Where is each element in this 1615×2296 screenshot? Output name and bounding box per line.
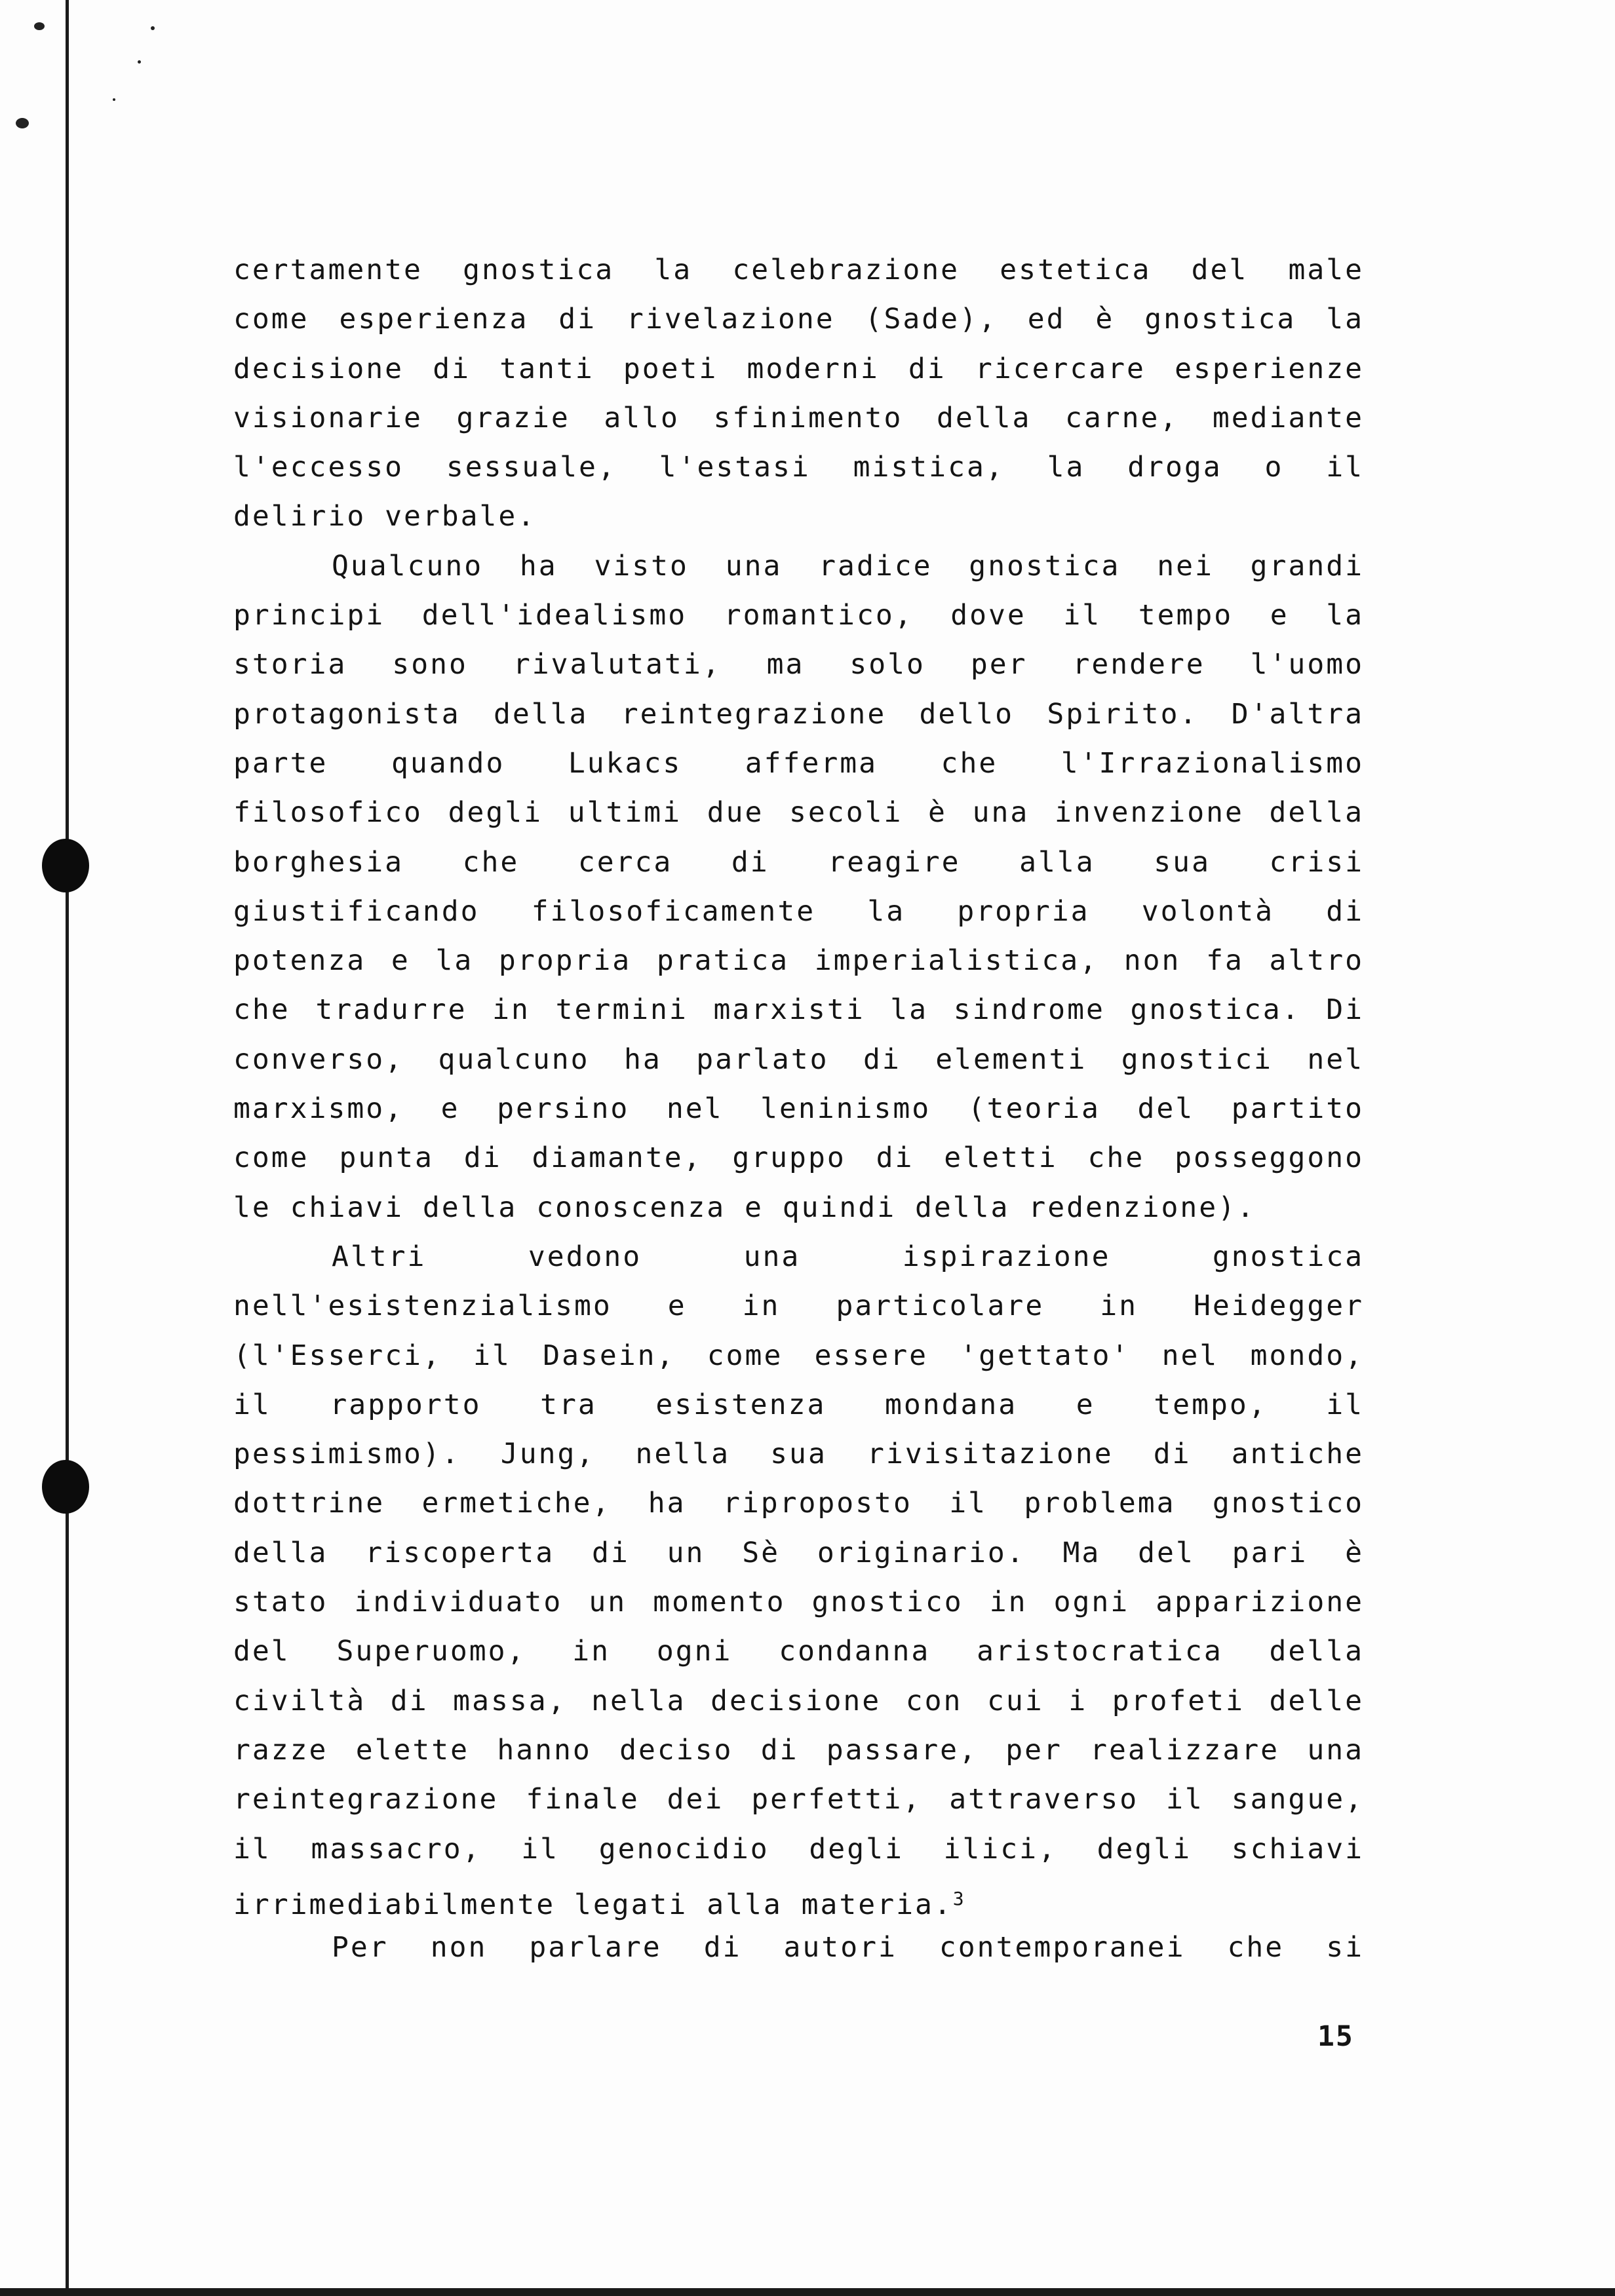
text-line: protagonista della reintegrazione dello Spirito. D'altra bbox=[233, 697, 1364, 731]
text-line: potenza e la propria pratica imperialistica, non fa altro bbox=[233, 944, 1364, 978]
text-line: razze elette hanno deciso di passare, per realizzare una bbox=[233, 1733, 1364, 1767]
text-line: filosofico degli ultimi due secoli è una invenzione della bbox=[233, 796, 1364, 830]
text-line: come punta di diamante, gruppo di eletti che posseggono bbox=[233, 1141, 1364, 1175]
text-line: decisione di tanti poeti moderni di ricercare esperienze bbox=[233, 352, 1364, 385]
bottom-scan-edge bbox=[0, 2288, 1615, 2296]
text-line: del Superuomo, in ogni condanna aristocratica della bbox=[233, 1635, 1364, 1668]
text-line-with-footnote bbox=[233, 1874, 1364, 1923]
scan-speck bbox=[138, 60, 141, 64]
text-line: Altri vedono una ispirazione gnostica bbox=[332, 1240, 1364, 1273]
text-line: della riscoperta di un Sè originario. Ma del pari è bbox=[233, 1536, 1364, 1569]
text-line: l'eccesso sessuale, l'estasi mistica, la droga o il bbox=[233, 451, 1364, 484]
paragraph-3 bbox=[233, 1233, 1364, 1923]
binding-edge-line bbox=[66, 0, 69, 2296]
paragraph-2 bbox=[233, 542, 1364, 1233]
text-line: il massacro, il genocidio degli ilici, degli schiavi bbox=[233, 1832, 1364, 1866]
paragraph-4 bbox=[233, 1923, 1364, 1972]
text-line: marxismo, e persino nel leninismo (teoria del partito bbox=[233, 1092, 1364, 1126]
text-line: giustificando filosoficamente la propria volontà di bbox=[233, 894, 1364, 928]
scan-speck bbox=[34, 22, 45, 30]
text-line: le chiavi della conoscenza e quindi della redenzione). bbox=[233, 1191, 1256, 1224]
page-number: 15 bbox=[1317, 2020, 1354, 2053]
text-line: nell'esistenzialismo e in particolare in Heidegger bbox=[233, 1290, 1364, 1323]
text-line: delirio verbale. bbox=[233, 500, 537, 533]
text-line: stato individuato un momento gnostico in ogni apparizione bbox=[233, 1586, 1364, 1619]
text-line: visionarie grazie allo sfinimento della carne, mediante bbox=[233, 401, 1364, 434]
scan-speck bbox=[16, 118, 29, 128]
body-text bbox=[233, 246, 1364, 1972]
text-line: parte quando Lukacs afferma che l'Irrazionalismo bbox=[233, 746, 1364, 780]
text-line: storia sono rivalutati, ma solo per rendere l'uomo bbox=[233, 648, 1364, 681]
text-line: dottrine ermetiche, ha riproposto il problema gnostico bbox=[233, 1487, 1364, 1520]
text-line: (l'Esserci, il Dasein, come essere 'gettato' nel mondo, bbox=[233, 1339, 1364, 1372]
text-line: principi dell'idealismo romantico, dove il tempo e la bbox=[233, 599, 1364, 632]
footnote-marker: 3 bbox=[952, 1887, 964, 1909]
text-line: converso, qualcuno ha parlato di elementi gnostici nel bbox=[233, 1043, 1364, 1076]
scan-speck bbox=[113, 98, 115, 101]
text-line: borghesia che cerca di reagire alla sua crisi bbox=[233, 845, 1364, 879]
text-line: reintegrazione finale dei perfetti, attraverso il sangue, bbox=[233, 1783, 1364, 1816]
text-line: civiltà di massa, nella decisione con cui i profeti delle bbox=[233, 1684, 1364, 1717]
paragraph-1 bbox=[233, 246, 1364, 542]
text-line: il rapporto tra esistenza mondana e tempo, il bbox=[233, 1388, 1364, 1421]
text-line: pessimismo). Jung, nella sua rivisitazione di antiche bbox=[233, 1438, 1364, 1471]
text-line: che tradurre in termini marxisti la sindrome gnostica. Di bbox=[233, 993, 1364, 1027]
punch-hole-lower bbox=[42, 1460, 89, 1514]
scan-speck bbox=[151, 26, 155, 30]
text-line: Per non parlare di autori contemporanei che si bbox=[332, 1931, 1364, 1964]
text-line: Qualcuno ha visto una radice gnostica nei grandi bbox=[332, 549, 1364, 583]
text-line: come esperienza di rivelazione (Sade), ed è gnostica la bbox=[233, 303, 1364, 336]
text-line-content: irrimediabilmente legati alla materia. bbox=[233, 1888, 953, 1921]
punch-hole-upper bbox=[42, 839, 89, 892]
text-line: certamente gnostica la celebrazione estetica del male bbox=[233, 254, 1364, 286]
